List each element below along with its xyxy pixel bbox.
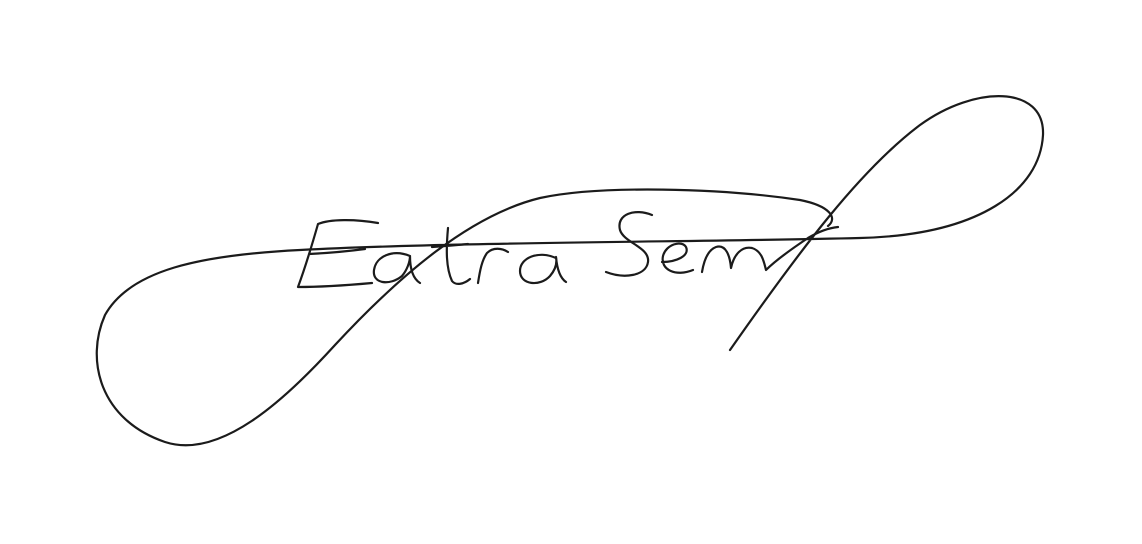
signature-letter-a [374, 253, 420, 283]
signature-letter-e2 [662, 244, 693, 273]
signature-letter-r [478, 249, 508, 283]
signature-letter-s [606, 212, 652, 276]
signature-letter-e [298, 220, 378, 287]
signature-letter-a2 [520, 255, 566, 283]
signature-letter-t [432, 228, 470, 284]
signature-flourish-loop [97, 96, 1043, 445]
signature-letter-m [702, 227, 838, 272]
